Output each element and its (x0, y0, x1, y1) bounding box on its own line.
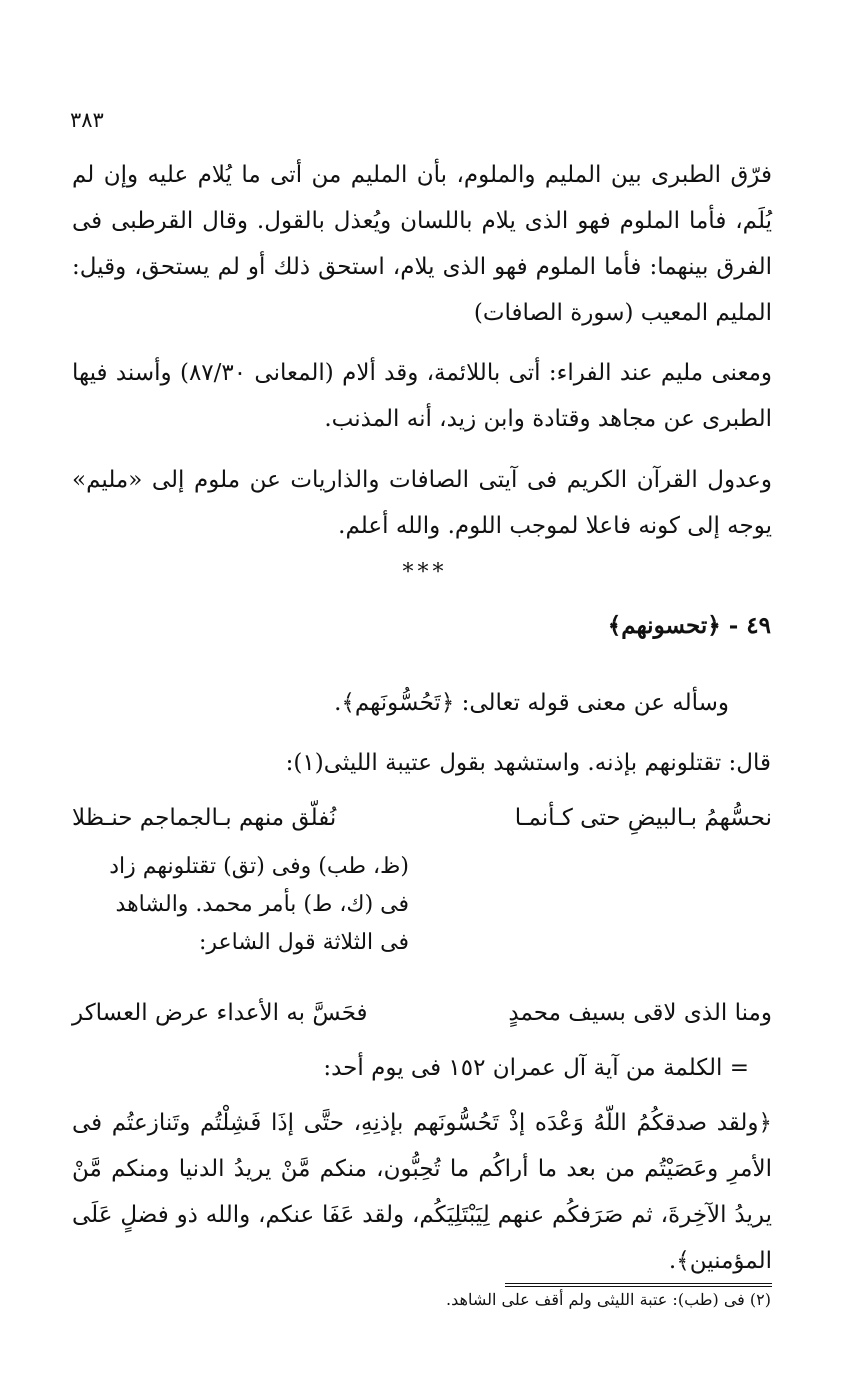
verse-1-first-hemistich: نحسُّهمُ بـالبيضِ حتى كـأنمـا (514, 805, 772, 831)
poetry-verse-1 (72, 795, 772, 841)
poetry-verse-2 (72, 990, 772, 1036)
entry-answer: قال: تقتلونهم بإذنه. واستشهد بقول عتيبة الليثى(١): (285, 750, 771, 776)
entry-heading: ٤٩ - ﴿تحسونهم﴾ (607, 612, 771, 639)
footnote: (٢) فى (طب): عتبة الليثى ولم أقف على الشاهد. (446, 1290, 771, 1309)
paragraph-farra-meaning: ومعنى مليم عند الفراء: أتى باللائمة، وقد ألام (المعانى ٨٧/٣٠) وأسند فيها الطبرى عن مجاهد وقتادة وابن زيد، أنه المذنب. (72, 360, 772, 432)
paragraph-mulim-definition: فرّق الطبرى بين المليم والملوم، بأن المليم من أتى ما يُلام عليه وإن لم يُلَم، فأما الملوم فهو الذى يلام باللسان ويُعذل بالقول. وقال القرطبى فى الفرق بينهما: فأما الملوم فهو الذى يلام، استحق ذلك أو لم يستحق، وقيل: المليم المعيب (سورة الصافات) (72, 162, 772, 326)
verse-2-first-hemistich: ومنا الذى لاقى بسيف محمدٍ (508, 1000, 772, 1026)
verse-1-second-hemistich: نُفلّق منهم بـالجماجم حنـظلا (72, 805, 337, 831)
manuscript-note: (ظ، طب) وفى (تق) تقتلونهم زاد فى (ك، ط) بأمر محمد. والشاهد فى الثلاثة قول الشاعر: (109, 854, 409, 955)
footnote-divider (505, 1283, 772, 1287)
page-number: ٣٨٣ (70, 108, 104, 132)
verse-2-second-hemistich: فحَسَّ به الأعداء عرض العساكر (72, 1000, 368, 1026)
quran-verse-quote: ﴿ولقد صدقكُمُ اللّهُ وَعْدَه إذْ تَحُسُّونَهم بإذنِهِ، حتَّى إذَا فَشِلْتُم وتَنازعتُم فى الأمرِ وعَصَيْتُم من بعد ما أراكُم ما تُحِبُّون، منكم مَّنْ يريدُ الدنيا ومنكم مَّنْ يريدُ الآخِرةَ، ثم صَرَفكُم عنهم لِيَبْتَلِيَكُم، ولقد عَفَا عنكم، والله ذو فضلٍ عَلَى المؤمنين﴾. (72, 1110, 772, 1274)
paragraph-quran-usage: وعدول القرآن الكريم فى آيتى الصافات والذاريات عن ملوم إلى «مليم» يوجه إلى كونه فاعلا لموجب اللوم. والله أعلم. (72, 467, 772, 539)
entry-question: وسأله عن معنى قوله تعالى: ﴿تَحُسُّونَهم﴾. (334, 690, 729, 716)
quran-reference: = الكلمة من آية آل عمران ١٥٢ فى يوم أحد: (323, 1055, 749, 1081)
section-separator: *** (402, 560, 448, 585)
